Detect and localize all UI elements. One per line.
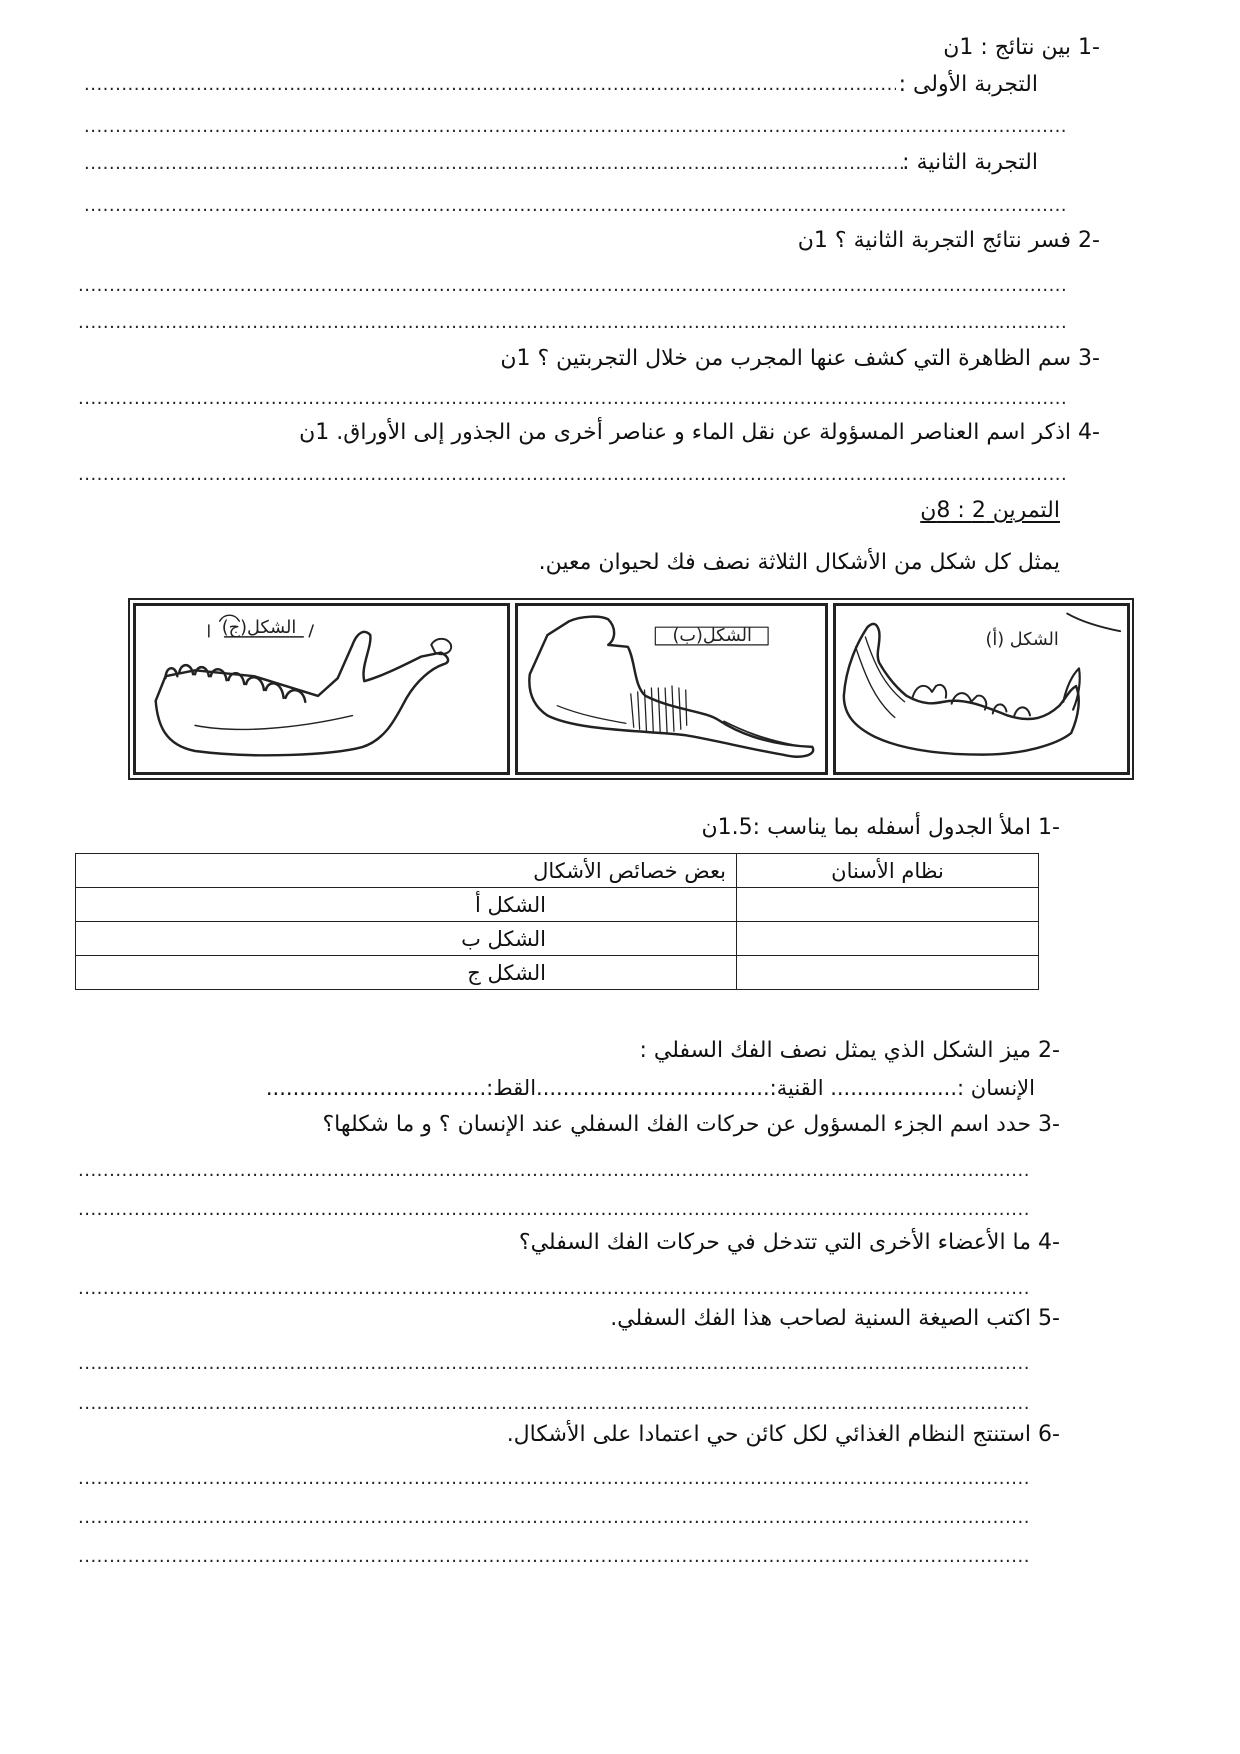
question-4-text: -4 اذكر اسم العناصر المسؤولة عن نقل الماء و عناصر أخرى من الجذور إلى الأوراق. 1ن [299,420,1100,445]
figure-c-panel [133,603,510,775]
answer-line[interactable] [78,464,1066,486]
table-row [76,922,1039,956]
ex2-question-6-text: -6 استنتج النظام الغذائي لكل كائن حي اعتمادا على الأشكال. [506,1422,1060,1447]
figure-c-label: الشكل(ج) [221,617,297,638]
table-cell-figure: الشكل ب [76,922,737,956]
question-1-text: -1 بين نتائج : 1ن [943,35,1100,60]
answer-line[interactable] [78,312,1066,334]
table-header-row [76,854,1039,888]
table-cell-answer[interactable] [737,888,1039,922]
answer-line[interactable] [78,1278,1028,1300]
answer-line[interactable] [84,153,904,175]
answer-line[interactable] [78,388,1066,410]
experiment-2-label: التجربة الثانية : [902,150,1038,175]
answer-line[interactable] [84,116,1066,138]
answer-line[interactable] [78,1353,1028,1375]
answer-line[interactable] [78,1546,1028,1568]
answer-line[interactable] [84,195,1066,217]
rabbit-jaw-drawing [518,606,825,772]
table-cell-figure: الشكل أ [76,888,737,922]
figure-a-label: الشكل (أ) [985,629,1059,650]
answer-line[interactable] [84,74,896,96]
table-cell-answer[interactable] [737,956,1039,990]
question-2-text: -2 فسر نتائج التجربة الثانية ؟ 1ن [797,228,1100,253]
table-cell-figure: الشكل ج [76,956,737,990]
answer-line[interactable] [78,1393,1028,1415]
ex2-question-3-text: -3 حدد اسم الجزء المسؤول عن حركات الفك السفلي عند الإنسان ؟ و ما شكلها؟ [322,1112,1060,1137]
question-3-text: -3 سم الظاهرة التي كشف عنها المجرب من خلال التجربتين ؟ 1ن [500,346,1100,371]
ex2-question-5-text: -5 اكتب الصيغة السنية لصاحب هذا الفك السفلي. [610,1306,1060,1331]
exercise-2-title: التمرين 2 : 8ن [920,498,1060,523]
answer-line[interactable] [78,1199,1028,1221]
ex2-question-1-text: -1 املأ الجدول أسفله بما يناسب :1.5ن [701,815,1060,840]
figure-b-label: الشكل(ب) [672,625,752,646]
figure-a-panel [833,603,1130,775]
answer-line[interactable] [78,275,1066,297]
table-cell-answer[interactable] [737,922,1039,956]
answer-line[interactable] [78,1160,1028,1182]
ex2-question-4-text: -4 ما الأعضاء الأخرى التي تتدخل في حركات الفك السفلي؟ [518,1230,1060,1255]
figure-b-panel [515,603,828,775]
table-row [76,956,1039,990]
characteristics-table [75,853,1039,990]
ex2-question-2-fill-line[interactable]: الإنسان :................... القنية:...................................القط:................................. [265,1076,1035,1100]
human-jaw-drawing [136,606,507,772]
exercise-2-intro: يمثل كل شكل من الأشكال الثلاثة نصف فك لحيوان معين. [538,550,1060,575]
table-row [76,888,1039,922]
experiment-1-label: التجربة الأولى : [898,72,1038,97]
ex2-question-2-text: -2 ميز الشكل الذي يمثل نصف الفك السفلي : [639,1038,1060,1063]
answer-line[interactable] [78,1507,1028,1529]
table-header-characteristics: بعض خصائص الأشكال [76,854,737,888]
jaw-figures-strip [128,598,1134,780]
table-header-dental-system: نظام الأسنان [737,854,1039,888]
cat-jaw-drawing [836,606,1127,772]
answer-line[interactable] [78,1468,1028,1490]
